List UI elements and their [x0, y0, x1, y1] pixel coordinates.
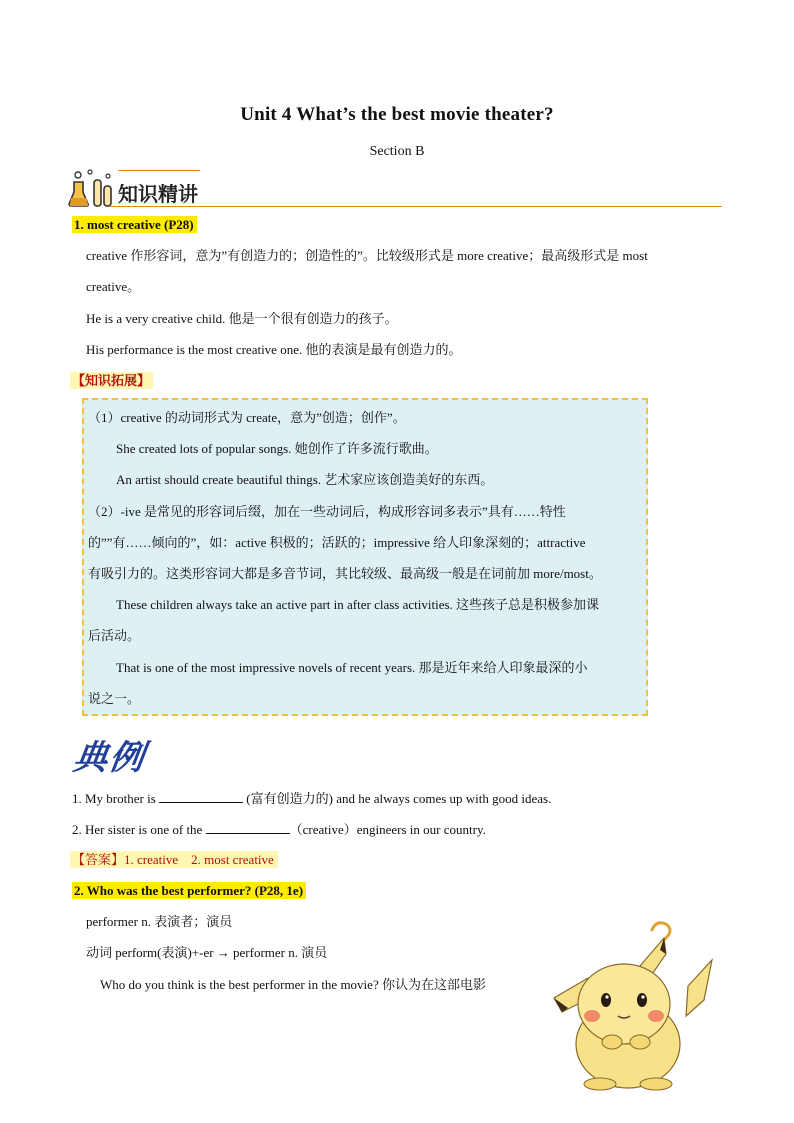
exercise-2	[72, 821, 486, 838]
answer-blank[interactable]	[206, 821, 290, 834]
answer-label: 【答案】	[72, 852, 125, 867]
example-sentence: 后活动。	[88, 628, 141, 643]
extension-point: 有吸引力的。这类形容词大都是多音节词，其比较级、最高级一般是在词前加 more/most。	[88, 566, 602, 581]
answer-blank[interactable]	[159, 790, 243, 803]
example-sentence: That is one of the most impressive novels of recent years. 那是近年来给人印象最深的小	[116, 660, 588, 675]
section-1-heading	[72, 217, 197, 233]
pikachu-illustration	[548, 916, 718, 1091]
vocab-line: performer n. 表演者；演员	[86, 914, 233, 929]
banner-rule	[110, 206, 722, 207]
example-logo	[70, 730, 158, 778]
extension-point: （2）-ive 是常见的形容词后缀，加在一些动词后，构成形容词多表示”具有……特性	[88, 504, 566, 519]
example-sentence: These children always take an active part in after class activities. 这些孩子总是积极参加课	[116, 597, 600, 612]
example-sentence: Who do you think is the best performer in the movie? 你认为在这部电影	[100, 977, 486, 992]
section-2-heading	[72, 883, 306, 899]
exercise-2-text: 2. Her sister is one of the	[72, 822, 206, 837]
vocab-line: 动词 perform(表演)+-er → performer n. 演员	[86, 945, 328, 960]
example-sentence: His performance is the most creative one. 他的表演是最有创造力的。	[86, 342, 462, 357]
exercise-1-text: 1. My brother is	[72, 791, 160, 806]
page-subtitle: Section B	[369, 144, 425, 159]
exercise-2-text: （creative）engineers in our country.	[289, 822, 486, 837]
exercise-1-text: (富有创造力的) and he always comes up with good ideas.	[243, 791, 552, 806]
banner-top-rule	[118, 170, 200, 171]
section-2-heading-text: 2. Who was the best performer? (P28, 1e)	[72, 882, 306, 899]
answer-line	[70, 852, 278, 868]
example-sentence: 说之一。	[88, 691, 141, 706]
extension-label-text: 【知识拓展】	[70, 372, 153, 389]
page-title: Unit 4 What’s the best movie theater?	[240, 104, 554, 125]
flask-icon	[68, 168, 114, 208]
para-line: creative 作形容词，意为”有创造力的；创造性的”。比较级形式是 more creative；最高级形式是 most	[86, 248, 648, 263]
example-sentence: An artist should create beautiful things. 艺术家应该创造美好的东西。	[116, 472, 494, 487]
para-line: creative。	[86, 279, 141, 294]
answer-text: 1. creative 2. most creative	[124, 852, 274, 867]
extension-point: （1）creative 的动词形式为 create，意为”创造；创作”。	[88, 410, 406, 425]
section-1-heading-text: 1. most creative (P28)	[72, 216, 197, 233]
extension-label	[70, 373, 153, 389]
extension-point: 的””有……倾向的”，如：active 积极的；活跃的；impressive 给人印象深刻的；attractive	[88, 535, 586, 550]
example-sentence: He is a very creative child. 他是一个很有创造力的孩子。	[86, 311, 398, 326]
section-banner: 知识精讲	[118, 182, 198, 206]
example-sentence: She created lots of popular songs. 她创作了许多流行歌曲。	[116, 441, 438, 456]
exercise-1	[72, 790, 551, 807]
example-logo-text: 典例	[70, 738, 149, 778]
